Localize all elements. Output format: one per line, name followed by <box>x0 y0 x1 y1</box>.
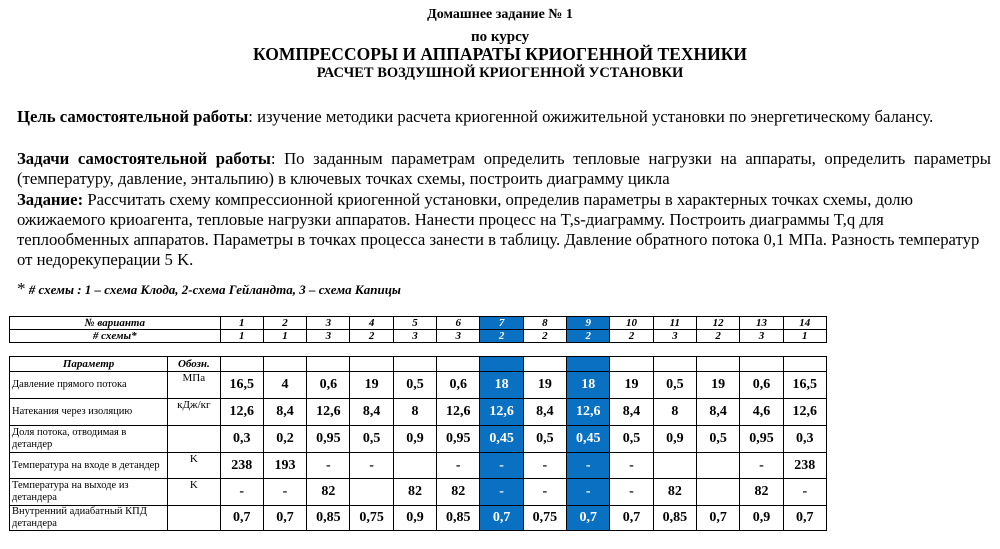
parameter-value: 8,4 <box>696 399 739 426</box>
parameter-unit: кДж/кг <box>168 399 220 426</box>
assignment-text: Рассчитать схему компрессионной криогенной установки, определив параметры в характерных точках схемы, долю ожижаемого криоагента, тепловые нагрузки аппаратов. Нанести процесс на T,s-диаграмму. Построить диаграммы T,q для теплообменных аппаратов. Параметры в точках процесса занести в таблицу. Давление обратного потока 0,1 МПа. Разность температур от недорекуперации 5 K. <box>17 190 980 269</box>
parameter-row <box>10 506 827 531</box>
parameter-value: 0,7 <box>480 506 523 531</box>
parameter-label: Температура на входе в детандер <box>10 453 168 479</box>
course-title: КОМПРЕССОРЫ И АППАРАТЫ КРИОГЕННОЙ ТЕХНИКИ <box>252 44 748 64</box>
work-title: РАСЧЕТ ВОЗДУШНОЙ КРИОГЕННОЙ УСТАНОВКИ <box>316 65 684 81</box>
parameter-row <box>10 426 827 453</box>
variant-row <box>10 317 827 330</box>
scheme-header: # схемы* <box>10 330 221 343</box>
parameter-value: 0,45 <box>480 426 523 453</box>
parameter-value: 0,9 <box>393 426 436 453</box>
goal-label: Цель самостоятельной работы <box>17 107 249 126</box>
parameter-value: 12,6 <box>480 399 523 426</box>
tasks-text: : По заданным параметрам определить тепловые нагрузки на аппараты, определить параметры (температуру, давление, энтальпию) в ключевых точках схемы, построить диаграмму цикла <box>17 149 992 188</box>
parameter-value: 0,95 <box>437 426 480 453</box>
parameter-row <box>10 453 827 479</box>
scheme-row <box>10 330 827 343</box>
parameter-value <box>696 453 739 479</box>
parameter-value: 0,6 <box>437 372 480 399</box>
parameter-value <box>653 453 696 479</box>
variant-cell: 10 <box>610 317 653 330</box>
parameter-value: 0,9 <box>393 506 436 531</box>
parameter-value: 193 <box>263 453 306 479</box>
parameter-value: 0,3 <box>783 426 826 453</box>
scheme-cell: 2 <box>480 330 523 343</box>
scheme-cell: 3 <box>740 330 783 343</box>
parameter-value: 4,6 <box>740 399 783 426</box>
variant-cell: 9 <box>567 317 610 330</box>
goal-text: : изучение методики расчета криогенной ожижительной установки по энергетическому балансу. <box>248 107 934 126</box>
asterisk-icon: * <box>17 279 26 298</box>
parameter-label: Натекания через изоляцию <box>10 399 168 426</box>
parameter-label: Доля потока, отводимая в детандер <box>10 426 168 453</box>
parameter-value: 8,4 <box>350 399 393 426</box>
parameter-value: 8 <box>393 399 436 426</box>
parameter-value: 0,9 <box>740 506 783 531</box>
scheme-cell: 2 <box>350 330 393 343</box>
parameter-value: 19 <box>350 372 393 399</box>
parameter-value: 0,7 <box>696 506 739 531</box>
parameter-value: 0,85 <box>653 506 696 531</box>
parameter-value: 8,4 <box>263 399 306 426</box>
course-prefix: по курсу <box>470 29 530 45</box>
header-blank-cell <box>220 357 263 372</box>
parameter-column-header: Параметр <box>10 357 168 372</box>
parameter-value: - <box>220 479 263 506</box>
parameter-value: 12,6 <box>567 399 610 426</box>
parameter-value: 0,7 <box>220 506 263 531</box>
parameter-value: 238 <box>220 453 263 479</box>
parameter-value: 0,7 <box>567 506 610 531</box>
parameter-value: 0,75 <box>350 506 393 531</box>
scheme-cell: 2 <box>610 330 653 343</box>
tasks-paragraph <box>17 149 991 189</box>
scheme-note <box>17 279 401 299</box>
parameter-value: 8,4 <box>610 399 653 426</box>
scheme-cell: 3 <box>437 330 480 343</box>
parameter-value: 0,6 <box>740 372 783 399</box>
parameter-value: 19 <box>610 372 653 399</box>
parameter-value: 0,45 <box>567 426 610 453</box>
parameter-value: 12,6 <box>220 399 263 426</box>
scheme-note-text: # схемы : 1 – схема Клода, 2-схема Гейландта, 3 – схема Капицы <box>25 282 401 297</box>
parameter-value: - <box>307 453 350 479</box>
parameter-value: 82 <box>437 479 480 506</box>
variant-cell: 3 <box>307 317 350 330</box>
header-blank-cell <box>350 357 393 372</box>
variant-cell: 4 <box>350 317 393 330</box>
parameter-value: - <box>523 479 566 506</box>
parameter-value: 0,95 <box>740 426 783 453</box>
variants-table <box>9 316 827 343</box>
parameter-value: - <box>480 479 523 506</box>
assignment-title: Домашнее задание № 1 <box>427 7 573 22</box>
parameter-value: 12,6 <box>307 399 350 426</box>
parameter-value: 8 <box>653 399 696 426</box>
parameter-value: - <box>523 453 566 479</box>
parameter-label: Внутренний адиабатный КПД детандера <box>10 506 168 531</box>
parameter-value: - <box>480 453 523 479</box>
parameter-value: 0,95 <box>307 426 350 453</box>
parameter-value: - <box>350 453 393 479</box>
parameter-value: 0,2 <box>263 426 306 453</box>
parameter-value: 0,85 <box>437 506 480 531</box>
tasks-label: Задачи самостоятельной работы <box>17 149 271 168</box>
scheme-cell: 3 <box>653 330 696 343</box>
parameter-value: - <box>567 479 610 506</box>
variant-cell: 2 <box>263 317 306 330</box>
parameter-value: - <box>610 453 653 479</box>
variant-cell: 14 <box>783 317 826 330</box>
variant-cell: 11 <box>653 317 696 330</box>
scheme-cell: 3 <box>307 330 350 343</box>
scheme-cell: 1 <box>263 330 306 343</box>
scheme-cell: 1 <box>783 330 826 343</box>
parameter-value <box>350 479 393 506</box>
parameter-value: 82 <box>740 479 783 506</box>
header-blank-cell <box>480 357 523 372</box>
header-blank-cell <box>263 357 306 372</box>
parameter-row <box>10 479 827 506</box>
unit-column-header: Обозн. <box>168 357 220 372</box>
parameter-value: 8,4 <box>523 399 566 426</box>
parameter-value: 238 <box>783 453 826 479</box>
parameter-value: 0,5 <box>653 372 696 399</box>
header-blank-cell <box>437 357 480 372</box>
parameter-value: 82 <box>393 479 436 506</box>
scheme-cell: 2 <box>696 330 739 343</box>
variant-cell: 13 <box>740 317 783 330</box>
parameter-value: 19 <box>523 372 566 399</box>
parameter-value: 0,5 <box>393 372 436 399</box>
parameter-value: - <box>610 479 653 506</box>
parameter-value: - <box>783 479 826 506</box>
variant-cell: 1 <box>220 317 263 330</box>
parameter-value: 18 <box>480 372 523 399</box>
parameter-value: 19 <box>696 372 739 399</box>
parameter-value: 0,9 <box>653 426 696 453</box>
parameter-value: 16,5 <box>783 372 826 399</box>
variant-cell: 6 <box>437 317 480 330</box>
parameters-header-row <box>10 357 827 372</box>
scheme-cell: 2 <box>523 330 566 343</box>
header-blank-cell <box>567 357 610 372</box>
scheme-cell: 1 <box>220 330 263 343</box>
parameter-value: 0,6 <box>307 372 350 399</box>
header-blank-cell <box>740 357 783 372</box>
parameter-row <box>10 399 827 426</box>
parameter-value: 82 <box>307 479 350 506</box>
variant-header: № варианта <box>10 317 221 330</box>
header-blank-cell <box>696 357 739 372</box>
parameter-value: 0,5 <box>696 426 739 453</box>
parameter-value: 12,6 <box>783 399 826 426</box>
assignment-label: Задание: <box>17 190 84 209</box>
header-blank-cell <box>523 357 566 372</box>
parameter-value: 82 <box>653 479 696 506</box>
parameter-value: 0,7 <box>263 506 306 531</box>
scheme-cell: 3 <box>393 330 436 343</box>
parameter-value: 16,5 <box>220 372 263 399</box>
parameter-value: - <box>263 479 306 506</box>
header-blank-cell <box>783 357 826 372</box>
parameter-value: 0,85 <box>307 506 350 531</box>
header-blank-cell <box>653 357 696 372</box>
parameter-value: 0,5 <box>523 426 566 453</box>
variant-cell: 7 <box>480 317 523 330</box>
parameter-value: 0,75 <box>523 506 566 531</box>
parameter-value: 0,7 <box>783 506 826 531</box>
parameter-label: Температура на выходе из детандера <box>10 479 168 506</box>
parameter-unit <box>168 426 220 453</box>
header-blank-cell <box>393 357 436 372</box>
parameter-value: - <box>567 453 610 479</box>
parameter-value <box>696 479 739 506</box>
parameter-value: 4 <box>263 372 306 399</box>
goal-paragraph <box>17 107 991 127</box>
variant-cell: 5 <box>393 317 436 330</box>
parameters-table <box>9 356 827 531</box>
parameter-value: 0,5 <box>610 426 653 453</box>
parameter-value: 18 <box>567 372 610 399</box>
parameter-unit <box>168 506 220 531</box>
parameter-label: Давление прямого потока <box>10 372 168 399</box>
parameter-value <box>393 453 436 479</box>
parameter-unit: K <box>168 479 220 506</box>
parameter-value: - <box>740 453 783 479</box>
parameter-unit: K <box>168 453 220 479</box>
parameter-value: 12,6 <box>437 399 480 426</box>
parameter-value: 0,3 <box>220 426 263 453</box>
parameter-value: 0,5 <box>350 426 393 453</box>
header-blank-cell <box>307 357 350 372</box>
parameter-unit: МПа <box>168 372 220 399</box>
parameter-value: - <box>437 453 480 479</box>
parameter-row <box>10 372 827 399</box>
header-blank-cell <box>610 357 653 372</box>
parameter-value: 0,7 <box>610 506 653 531</box>
assignment-paragraph <box>17 190 991 270</box>
scheme-cell: 2 <box>567 330 610 343</box>
variant-cell: 12 <box>696 317 739 330</box>
variant-cell: 8 <box>523 317 566 330</box>
